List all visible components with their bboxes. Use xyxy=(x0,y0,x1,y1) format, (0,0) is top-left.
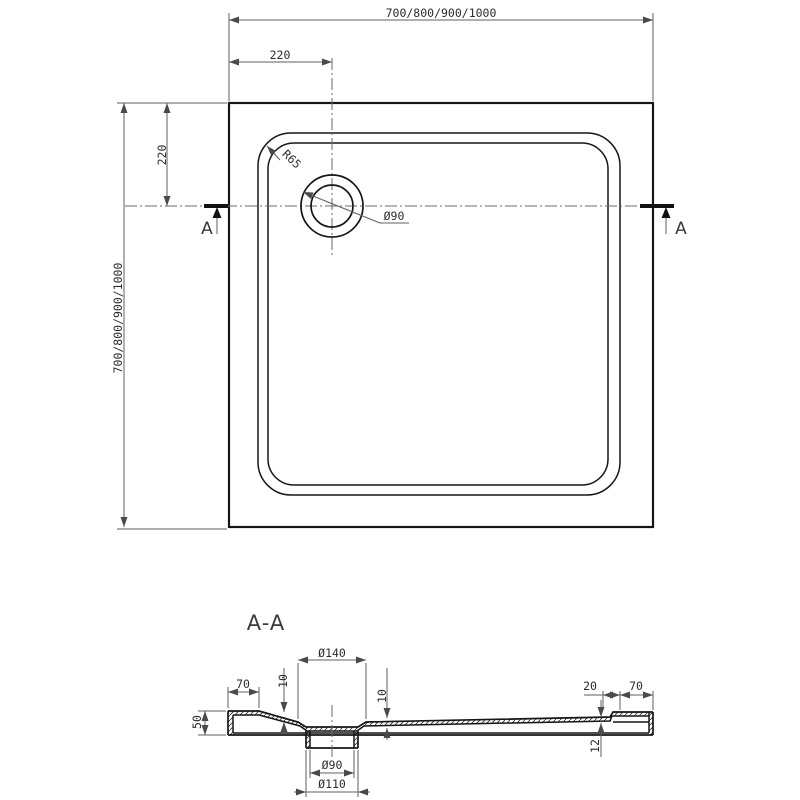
dim-rim-right-label: 70 xyxy=(629,679,643,693)
section-title: A-A xyxy=(246,611,286,635)
section-arrow-left xyxy=(213,207,222,218)
top-view xyxy=(111,6,687,529)
dim-depth-right-label: 10 xyxy=(375,689,389,703)
section-tick-left xyxy=(204,204,228,208)
dim-step-right-label: 20 xyxy=(583,679,597,693)
dim-rim-left-label: 70 xyxy=(236,677,250,691)
dim-drain-hole-label: Ø90 xyxy=(321,758,343,772)
basin-outer-edge xyxy=(258,133,620,495)
dim-width-top-label: 700/800/900/1000 xyxy=(385,6,497,20)
drain-diameter-label: Ø90 xyxy=(383,209,405,223)
corner-radius-label: R65 xyxy=(279,146,305,172)
dim-drain-offset-y-label: 220 xyxy=(155,144,169,166)
dim-floor-thickness-label: 12 xyxy=(588,739,602,753)
dim-drain-boss-label: Ø110 xyxy=(318,777,346,791)
dim-depth-left-label: 10 xyxy=(276,674,290,688)
dim-height-left-label: 700/800/900/1000 xyxy=(111,262,125,374)
section-marker-right-label: A xyxy=(675,219,687,239)
dim-recess-diameter-label: Ø140 xyxy=(318,646,346,660)
section-arrow-right xyxy=(662,207,671,218)
section-tick-right xyxy=(640,204,674,208)
dim-total-height-label: 50 xyxy=(190,715,204,729)
section-view xyxy=(190,611,653,797)
section-marker-left-label: A xyxy=(201,219,213,239)
basin-inner-edge xyxy=(268,143,608,485)
dim-drain-offset-x-label: 220 xyxy=(269,48,291,62)
